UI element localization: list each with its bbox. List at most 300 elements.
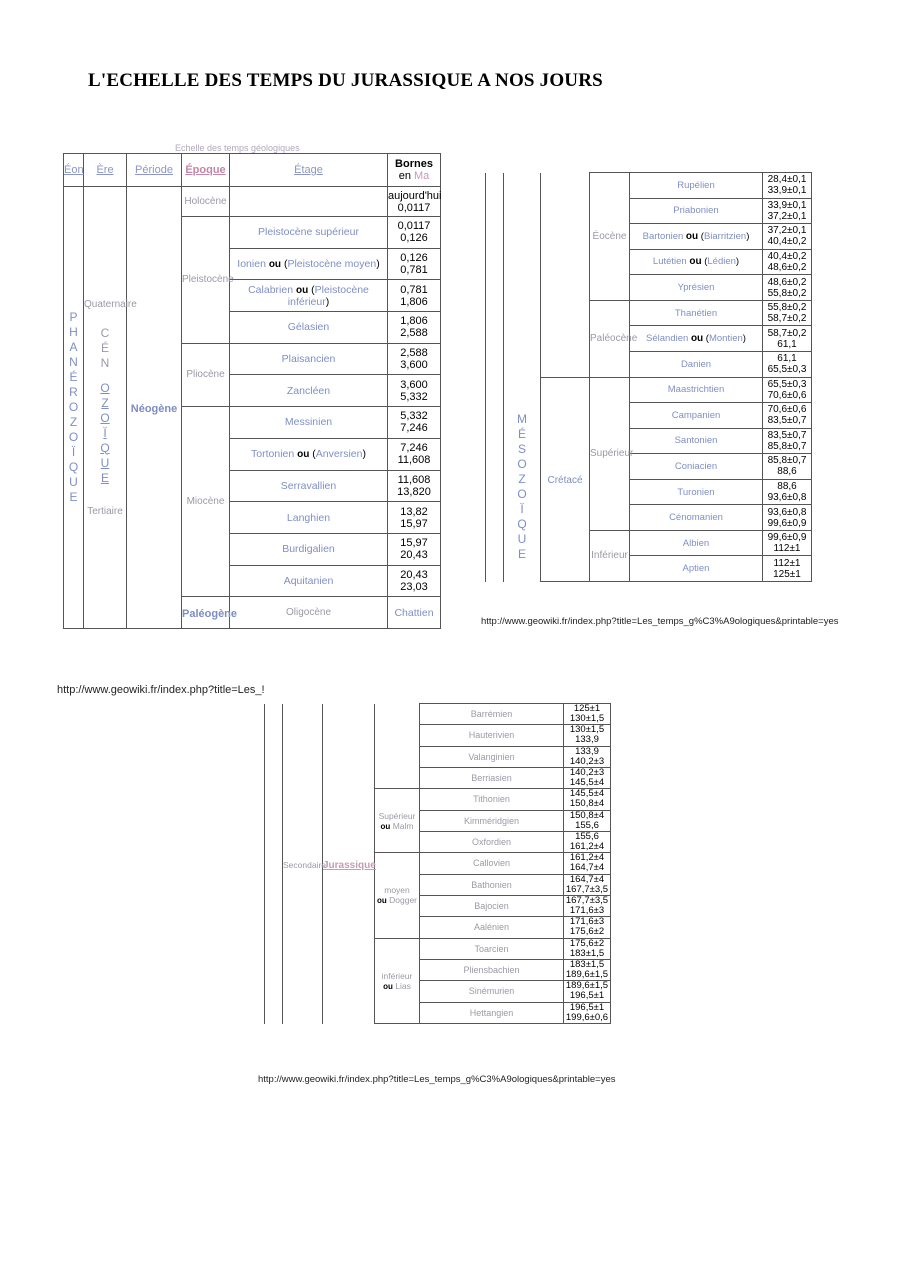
- vertical-letter: Ï: [103, 425, 107, 440]
- page-title: L'ECHELLE DES TEMPS DU JURASSIQUE A NOS JOURS: [88, 70, 603, 91]
- etage-cell: [230, 343, 388, 375]
- etage-name[interactable]: Coniacien: [674, 460, 718, 472]
- etage-name[interactable]: Lutétien: [652, 256, 687, 268]
- etage-cell: [420, 831, 564, 852]
- borne-end: 11,608: [397, 454, 431, 467]
- epoque-empty: [375, 704, 420, 789]
- table-row: [265, 704, 611, 725]
- borne-end: 55,8±0,2: [767, 287, 807, 299]
- borne-start: 150,8±4: [569, 809, 605, 821]
- etage-name[interactable]: Serravallien: [280, 479, 337, 492]
- borne-start: 2,588: [400, 347, 428, 360]
- etage-cell: [420, 938, 564, 959]
- vertical-letter: S: [517, 441, 526, 456]
- borne-start: 155,6: [575, 831, 599, 843]
- etage-cell: Ionien ou (Pleistocène moyen): [230, 248, 388, 280]
- etage-name[interactable]: Albien: [682, 537, 710, 549]
- bornes-cell: [763, 505, 812, 531]
- bornes-cell: [564, 874, 611, 895]
- periode-empty: [541, 173, 590, 378]
- bornes-cell: [564, 981, 611, 1002]
- etage-name[interactable]: Chattien: [394, 606, 434, 619]
- periode-paleogene: Paléogène: [182, 597, 230, 629]
- bornes-cell: [763, 428, 812, 454]
- bornes-cell: [763, 479, 812, 505]
- periode-jurassique: Jurassique: [323, 704, 375, 1024]
- borne-end: 2,588: [400, 327, 428, 340]
- source-url[interactable]: http://www.geowiki.fr/index.php?title=Les_temps_g%C3%A9ologiques&printable=yes: [481, 616, 839, 627]
- borne-start: 140,2±3: [569, 767, 605, 779]
- bornes-cell: [564, 725, 611, 746]
- borne-end: 23,03: [400, 580, 428, 593]
- eon-phanerozoique: [64, 187, 84, 629]
- etage-cell: [420, 959, 564, 980]
- etage-name[interactable]: Kimméridgien: [463, 815, 520, 826]
- etage-name[interactable]: Aquitanien: [283, 574, 334, 587]
- etage-cell: [630, 556, 763, 582]
- vertical-letter: Q: [100, 440, 110, 455]
- bornes-cell: [388, 565, 441, 597]
- epoque-inferieur-lias[interactable]: inférieur ou Lias: [375, 938, 420, 1023]
- ou-label: ou: [297, 449, 310, 461]
- borne-start: 164,7±4: [569, 873, 605, 885]
- vertical-letter: E: [517, 546, 526, 561]
- ou-label: ou: [685, 230, 699, 242]
- borne-end: 40,4±0,2: [767, 236, 807, 248]
- timescale-table: [264, 703, 611, 1024]
- etage-cell: Sélandien ou (Montien): [630, 326, 763, 352]
- vertical-letter: O: [68, 430, 79, 444]
- vertical-letter: O: [100, 380, 110, 395]
- timescale-table: [63, 153, 441, 629]
- borne-start: 37,2±0,1: [767, 225, 807, 237]
- epoque-inferieur[interactable]: Inférieur: [590, 530, 630, 581]
- etage-name[interactable]: Hettangien: [469, 1007, 514, 1018]
- etage-cell: [388, 597, 441, 629]
- borne-start: 33,9±0,1: [767, 199, 807, 211]
- vertical-letter: N: [100, 355, 110, 370]
- eon-mesozoique: [504, 173, 541, 582]
- vertical-letter: Q: [68, 460, 79, 474]
- borne-start: 130±1,5: [569, 724, 605, 736]
- borne-end: 164,7±4: [569, 862, 605, 874]
- vertical-letter: U: [517, 531, 527, 546]
- etage-empty: [230, 187, 388, 217]
- borne-end: 140,2±3: [569, 755, 605, 767]
- bornes-cell: [388, 438, 441, 470]
- etage-cell: [630, 377, 763, 403]
- etage-cell: [420, 704, 564, 725]
- vertical-letter: Ï: [71, 445, 76, 459]
- borne-end: 61,1: [777, 338, 797, 350]
- etage-name[interactable]: Oxfordien: [471, 837, 512, 848]
- etage-cell: [630, 300, 763, 326]
- etage-cell: [420, 746, 564, 767]
- borne-start: 11,608: [397, 473, 431, 486]
- etage-cell: [630, 479, 763, 505]
- borne-start: 55,8±0,2: [767, 302, 807, 314]
- borne-start: 85,8±0,7: [767, 455, 807, 467]
- etage-name[interactable]: Sinémurien: [468, 986, 515, 997]
- etage-name[interactable]: Maastrichtien: [667, 384, 725, 396]
- borne-end: 0,781: [400, 264, 428, 277]
- borne-start: 133,9: [575, 745, 599, 757]
- eon-spacer: [265, 704, 283, 1024]
- borne-start: 99,6±0,9: [767, 532, 807, 544]
- etage-name[interactable]: Santonien: [674, 435, 718, 447]
- vertical-letter: C: [100, 325, 110, 340]
- borne-end: 183±1,5: [569, 947, 605, 959]
- vertical-letter: É: [100, 340, 109, 355]
- etage-name[interactable]: Thanétien: [674, 307, 718, 319]
- etage-name[interactable]: Bartonien: [642, 230, 684, 242]
- ou-label: ou: [689, 256, 702, 268]
- bornes-cell: [763, 198, 812, 224]
- etage-name[interactable]: Sélandien: [646, 333, 689, 345]
- vertical-letter: U: [100, 455, 110, 470]
- etage-name[interactable]: Bathonien: [471, 879, 512, 890]
- etage-cell: [630, 275, 763, 301]
- etage-alt-name[interactable]: Lédien: [707, 256, 736, 268]
- borne-start: 93,6±0,8: [767, 506, 807, 518]
- borne-start: 196,5±1: [569, 1001, 605, 1013]
- etage-name[interactable]: Tithonien: [473, 794, 510, 805]
- borne-start: 15,97: [400, 537, 428, 550]
- source-url-bottom[interactable]: http://www.geowiki.fr/index.php?title=Les_temps_g%C3%A9ologiques&printable=yes: [258, 1074, 616, 1085]
- bornes-cell: [763, 556, 812, 582]
- vertical-letter: Z: [101, 395, 109, 410]
- eon-spacer: [486, 173, 504, 582]
- ou-label: ou: [268, 259, 282, 271]
- geologic-table-paleogene-cretaceous: [485, 172, 811, 582]
- bornes-holocene: aujourd'hui 0,0117: [388, 187, 441, 217]
- borne-end: 5,332: [400, 390, 428, 403]
- bornes-cell: [763, 530, 812, 556]
- bornes-cell: [564, 810, 611, 831]
- borne-end: 150,8±4: [569, 798, 605, 810]
- borne-end: 1,806: [400, 295, 428, 308]
- borne-start: 183±1,5: [569, 959, 605, 971]
- vertical-letter: M: [517, 411, 527, 426]
- etage-name[interactable]: Zancléen: [286, 384, 331, 397]
- bornes-cell: [564, 1002, 611, 1023]
- bornes-cell: [763, 454, 812, 480]
- header-eon[interactable]: Éon: [64, 154, 84, 187]
- header-bornes: Bornes en Ma: [388, 154, 441, 187]
- etage-cell: [230, 312, 388, 344]
- source-url-truncated[interactable]: http://www.geowiki.fr/index.php?title=Les_!: [57, 684, 265, 696]
- vertical-letter: É: [517, 426, 526, 441]
- borne-end: 93,6±0,8: [767, 492, 807, 504]
- borne-end: 171,6±3: [569, 905, 605, 917]
- etage-cell: [230, 502, 388, 534]
- vertical-letter: Q: [517, 516, 527, 531]
- etage-name[interactable]: Callovien: [472, 858, 511, 869]
- etage-name[interactable]: Burdigalien: [282, 543, 335, 556]
- borne-start: 7,246: [400, 442, 428, 455]
- etage-cell: [630, 428, 763, 454]
- bornes-cell: [763, 275, 812, 301]
- etage-cell: [630, 198, 763, 224]
- etage-name[interactable]: Aptien: [682, 563, 710, 575]
- borne-end: 175,6±2: [569, 926, 605, 938]
- bornes-cell: [763, 173, 812, 199]
- bornes-cell: [763, 300, 812, 326]
- bornes-cell: [763, 351, 812, 377]
- bornes-cell: [564, 767, 611, 788]
- etage-alt-name[interactable]: Pleistocène inférieur: [287, 283, 369, 308]
- borne-start: 161,2±4: [569, 852, 605, 864]
- etage-cell: [420, 789, 564, 810]
- borne-start: 40,4±0,2: [767, 250, 807, 262]
- etage-name[interactable]: Pliensbachien: [463, 965, 520, 976]
- bornes-cell: [564, 917, 611, 938]
- etage-cell: [420, 767, 564, 788]
- etage-cell: [230, 565, 388, 597]
- etage-cell: [630, 505, 763, 531]
- etage-cell: [420, 810, 564, 831]
- vertical-letter: O: [68, 400, 79, 414]
- epoque-eocene[interactable]: Éocène: [590, 173, 630, 301]
- borne-end: 130±1,5: [569, 713, 605, 725]
- etage-cell: Bartonien ou (Biarritzien): [630, 224, 763, 250]
- borne-end: 155,6: [575, 819, 599, 831]
- etage-cell: [420, 917, 564, 938]
- bornes-cell: [388, 407, 441, 439]
- vertical-letter: O: [100, 410, 110, 425]
- borne-start: 0,0117: [397, 220, 431, 233]
- etage-cell: [420, 981, 564, 1002]
- etage-name[interactable]: Berriasien: [471, 773, 512, 784]
- timescale-table: [485, 172, 812, 582]
- ou-label: ou: [690, 333, 704, 345]
- etage-cell: [630, 173, 763, 199]
- etage-name[interactable]: Langhien: [286, 511, 331, 524]
- etage-name[interactable]: Priabonien: [673, 205, 719, 217]
- borne-end: 199,6±0,6: [565, 1011, 609, 1023]
- epoque-paleocene[interactable]: Paléocène: [590, 300, 630, 377]
- epoque-pleistocene[interactable]: Pleistocène: [182, 217, 230, 344]
- borne-end: 167,7±3,5: [565, 883, 609, 895]
- etage-cell: [420, 1002, 564, 1023]
- vertical-letter: E: [100, 470, 109, 485]
- etage-cell: [630, 530, 763, 556]
- etage-cell: [420, 874, 564, 895]
- borne-end: 196,5±1: [569, 990, 605, 1002]
- bornes-cell: [388, 217, 441, 249]
- epoque-pliocene[interactable]: Pliocène: [182, 343, 230, 406]
- etage-name[interactable]: Bajocien: [474, 901, 509, 912]
- borne-end: 88,6: [777, 466, 797, 478]
- header-ere[interactable]: Ère: [84, 154, 127, 187]
- borne-end: 161,2±4: [569, 841, 605, 853]
- epoque-oligocene[interactable]: Oligocène: [230, 597, 388, 629]
- ere-tertiaire: Tertiaire: [87, 505, 123, 517]
- borne-start: 88,6: [777, 481, 797, 493]
- vertical-letter: P: [69, 310, 78, 324]
- borne-end: 65,5±0,3: [767, 364, 807, 376]
- etage-name[interactable]: Ionien: [237, 258, 266, 271]
- borne-end: 112±1: [773, 543, 801, 555]
- borne-start: 0,126: [400, 252, 428, 265]
- borne-end: 125±1: [773, 568, 801, 580]
- geologic-table-jurassic: [264, 703, 610, 1024]
- etage-name[interactable]: Toarcien: [474, 943, 509, 954]
- bornes-cell: [388, 280, 441, 312]
- borne-end: 145,5±4: [569, 777, 605, 789]
- bornes-cell: [564, 853, 611, 874]
- bornes-cell: [763, 224, 812, 250]
- bornes-cell: [388, 343, 441, 375]
- header-epoque[interactable]: Époque: [182, 154, 230, 187]
- etage-name[interactable]: Yprésien: [677, 282, 715, 294]
- etage-cell: [420, 725, 564, 746]
- borne-end: 58,7±0,2: [767, 313, 807, 325]
- vertical-letter: U: [69, 475, 78, 489]
- etage-cell: [420, 853, 564, 874]
- periode-cretace: Crétacé: [541, 377, 590, 582]
- epoque-miocene[interactable]: Miocène: [182, 407, 230, 597]
- etage-cell: Lutétien ou (Lédien): [630, 249, 763, 275]
- etage-name[interactable]: Cénomanien: [669, 512, 723, 524]
- bornes-cell: [564, 746, 611, 767]
- periode-neogene: Néogène: [127, 187, 182, 629]
- borne-start: 20,43: [400, 568, 428, 581]
- bornes-cell: [763, 249, 812, 275]
- bornes-cell: [763, 377, 812, 403]
- borne-start: 70,6±0,6: [767, 404, 807, 416]
- vertical-letter: E: [69, 490, 78, 504]
- ere-secondaire: Secondaire: [283, 704, 323, 1024]
- vertical-letter: H: [69, 325, 78, 339]
- etage-name[interactable]: Tortonien: [251, 448, 295, 461]
- etage-alt-name[interactable]: Biarritzien: [703, 230, 747, 242]
- borne-start: 28,4±0,1: [767, 174, 807, 186]
- etage-cell: [230, 407, 388, 439]
- borne-start: 65,5±0,3: [767, 378, 807, 390]
- etage-cell: [230, 375, 388, 407]
- etage-cell: Calabrien ou (Pleistocène inférieur): [230, 280, 388, 312]
- borne-start: 125±1: [573, 703, 601, 715]
- vertical-letter: É: [69, 370, 78, 384]
- borne-end: 0,126: [400, 232, 428, 245]
- etage-name[interactable]: Calabrien: [248, 283, 294, 296]
- header-periode[interactable]: Période: [127, 154, 182, 187]
- borne-end: 3,600: [400, 359, 428, 372]
- etage-name[interactable]: Plaisancien: [281, 353, 336, 366]
- vertical-letter: A: [69, 340, 78, 354]
- etage-name[interactable]: Danien: [680, 358, 712, 370]
- etage-name[interactable]: Barrémien: [470, 709, 513, 720]
- bornes-cell: [564, 831, 611, 852]
- etage-name[interactable]: Rupélien: [677, 179, 715, 191]
- table-caption: Echelle des temps géologiques: [175, 143, 300, 153]
- bornes-cell: [564, 938, 611, 959]
- etage-name[interactable]: Pleistocène supérieur: [258, 226, 359, 239]
- vertical-letter: O: [517, 456, 527, 471]
- borne-end: 33,9±0,1: [767, 185, 807, 197]
- etage-cell: [630, 454, 763, 480]
- borne-start: 145,5±4: [569, 788, 605, 800]
- borne-start: 3,600: [400, 378, 428, 391]
- etage-name[interactable]: Campanien: [671, 409, 721, 421]
- etage-name[interactable]: Turonien: [677, 486, 715, 498]
- borne-end: 20,43: [400, 549, 428, 562]
- borne-start: 189,6±1,5: [565, 980, 609, 992]
- ou-label: ou: [295, 284, 309, 296]
- epoque-superieur[interactable]: Supérieur: [590, 377, 630, 530]
- borne-start: 1,806: [400, 315, 428, 328]
- borne-end: 15,97: [400, 517, 428, 530]
- borne-start: 5,332: [400, 410, 428, 423]
- borne-end: 85,8±0,7: [767, 440, 807, 452]
- etage-name[interactable]: Aalénien: [473, 922, 510, 933]
- etage-alt-name[interactable]: Montien: [708, 333, 743, 345]
- etage-cell: [630, 351, 763, 377]
- borne-end: 37,2±0,1: [767, 210, 807, 222]
- epoque-superieur-malm[interactable]: Supérieur ou Malm: [375, 789, 420, 853]
- etage-name[interactable]: Gélasien: [287, 321, 330, 334]
- bornes-cell: [763, 326, 812, 352]
- vertical-letter: Z: [518, 471, 526, 486]
- bornes-cell: [388, 375, 441, 407]
- etage-name[interactable]: Valanginien: [468, 751, 515, 762]
- bornes-cell: [763, 403, 812, 429]
- bornes-cell: [564, 704, 611, 725]
- borne-end: 189,6±1,5: [565, 969, 609, 981]
- borne-start: 175,6±2: [569, 937, 605, 949]
- borne-end: 7,246: [400, 422, 428, 435]
- borne-start: 0,781: [400, 283, 428, 296]
- ere-cenozoique: [84, 187, 137, 629]
- borne-start: 83,5±0,7: [767, 429, 807, 441]
- etage-alt-name[interactable]: Pleistocène moyen: [287, 258, 377, 271]
- vertical-letter: O: [517, 486, 527, 501]
- vertical-letter: Ï: [520, 501, 524, 516]
- header-etage[interactable]: Étage: [230, 154, 388, 187]
- borne-end: 70,6±0,6: [767, 389, 807, 401]
- borne-start: 167,7±3,5: [565, 895, 609, 907]
- ere-quaternaire: Quaternaire: [84, 298, 137, 310]
- table-row: [486, 173, 812, 199]
- vertical-letter: R: [69, 385, 78, 399]
- borne-end: 99,6±0,9: [767, 517, 807, 529]
- borne-start: 13,82: [400, 505, 428, 518]
- etage-cell: Tortonien ou (Anversien): [230, 438, 388, 470]
- etage-name[interactable]: Hauterivien: [468, 730, 515, 741]
- epoque-moyen-dogger[interactable]: moyen ou Dogger: [375, 853, 420, 938]
- borne-start: 112±1: [773, 557, 801, 569]
- vertical-letter: Z: [69, 415, 78, 429]
- etage-cell: [420, 895, 564, 916]
- bornes-cell: [388, 533, 441, 565]
- borne-end: 48,6±0,2: [767, 261, 807, 273]
- etage-alt-name[interactable]: Anversien: [315, 448, 363, 461]
- bornes-cell: [564, 789, 611, 810]
- bornes-cell: [388, 248, 441, 280]
- borne-start: 61,1: [777, 353, 797, 365]
- borne-end: 13,820: [397, 485, 431, 498]
- etage-name[interactable]: Messinien: [284, 416, 333, 429]
- bornes-cell: [388, 470, 441, 502]
- borne-end: 83,5±0,7: [767, 415, 807, 427]
- etage-cell: [230, 533, 388, 565]
- etage-cell: [230, 217, 388, 249]
- epoque-holocene[interactable]: Holocène: [182, 187, 230, 217]
- borne-start: 48,6±0,2: [767, 276, 807, 288]
- bornes-cell: [564, 959, 611, 980]
- vertical-letter: N: [69, 355, 78, 369]
